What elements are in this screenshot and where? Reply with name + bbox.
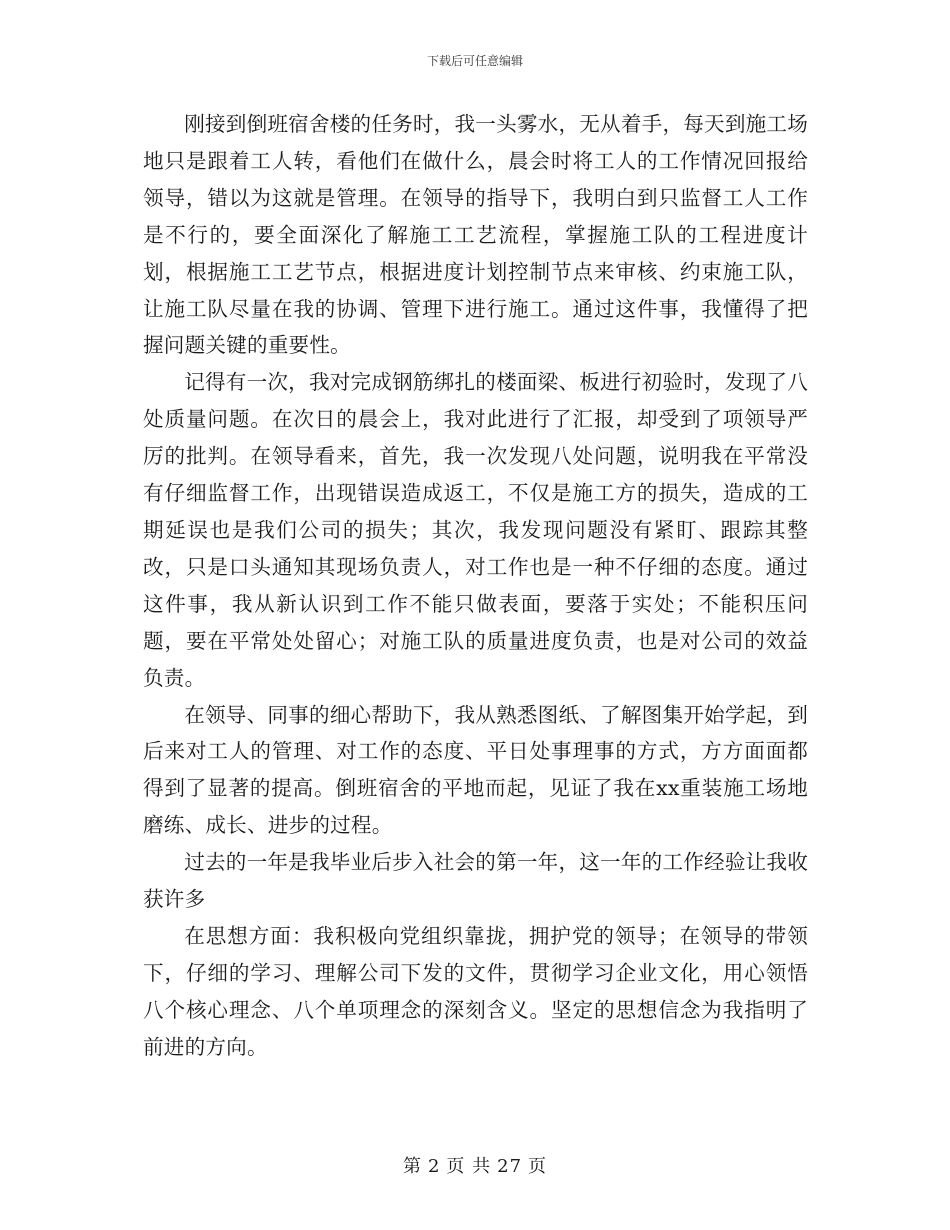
paragraph-1: 刚接到倒班宿舍楼的任务时，我一头雾水，无从着手，每天到施工场地只是跟着工人转，看他们在做什么，晨会时将工人的工作情况回报给领导，错以为这就是管理。在领导的指导下，我明白到只监督工人工作是不行的，要全面深化了解施工工艺流程，掌握施工队的工程进度计划，根据施工工艺节点，根据进度计划控制节点来审核、约束施工队，让施工队尽量在我的协调、管理下进行施工。通过这件事，我懂得了把握问题关键的重要性。 (143, 112, 808, 358)
page-header: 下载后可任意编辑 (426, 54, 523, 68)
paragraph-3: 在领导、同事的细心帮助下，我从熟悉图纸、了解图集开始学起，到后来对工人的管理、对工作的态度、平日处事理事的方式，方方面面都得到了显著的提高。倒班宿舍的平地而起，见证了我在xx重装施工场地磨练、成长、进步的过程。 (143, 702, 808, 838)
paragraph-5: 在思想方面：我积极向党组织靠拢，拥护党的领导；在领导的带领下，仔细的学习、理解公司下发的文件，贯彻学习企业文化，用心领悟八个核心理念、八个单项理念的深刻含义。坚定的思想信念为我指明了前进的方向。 (143, 923, 808, 1059)
footer-prefix: 第 (402, 1156, 422, 1177)
page-footer (0, 1152, 950, 1178)
paragraph-2: 记得有一次，我对完成钢筋绑扎的楼面梁、板进行初验时，发现了八处质量问题。在次日的晨会上，我对此进行了汇报，却受到了项领导严厉的批判。在领导看来，首先，我一次发现八处问题，说明我在平常没有仔细监督工作，出现错误造成返工，不仅是施工方的损失，造成的工期延误也是我们公司的损失；其次，我发现问题没有紧盯、跟踪其整改，只是口头通知其现场负责人，对工作也是一种不仔细的态度。通过这件事，我从新认识到工作不能只做表面，要落于实处；不能积压问题，要在平常处处留心；对施工队的质量进度负责，也是对公司的效益负责。 (143, 370, 808, 690)
document-body (143, 106, 808, 1066)
footer-page-number: 2 (427, 1156, 441, 1177)
footer-suffix: 页 (528, 1156, 548, 1177)
footer-middle: 页 共 (446, 1156, 492, 1177)
footer-total-pages: 27 (497, 1156, 523, 1177)
paragraph-4: 过去的一年是我毕业后步入社会的第一年，这一年的工作经验让我收获许多 (143, 850, 808, 912)
